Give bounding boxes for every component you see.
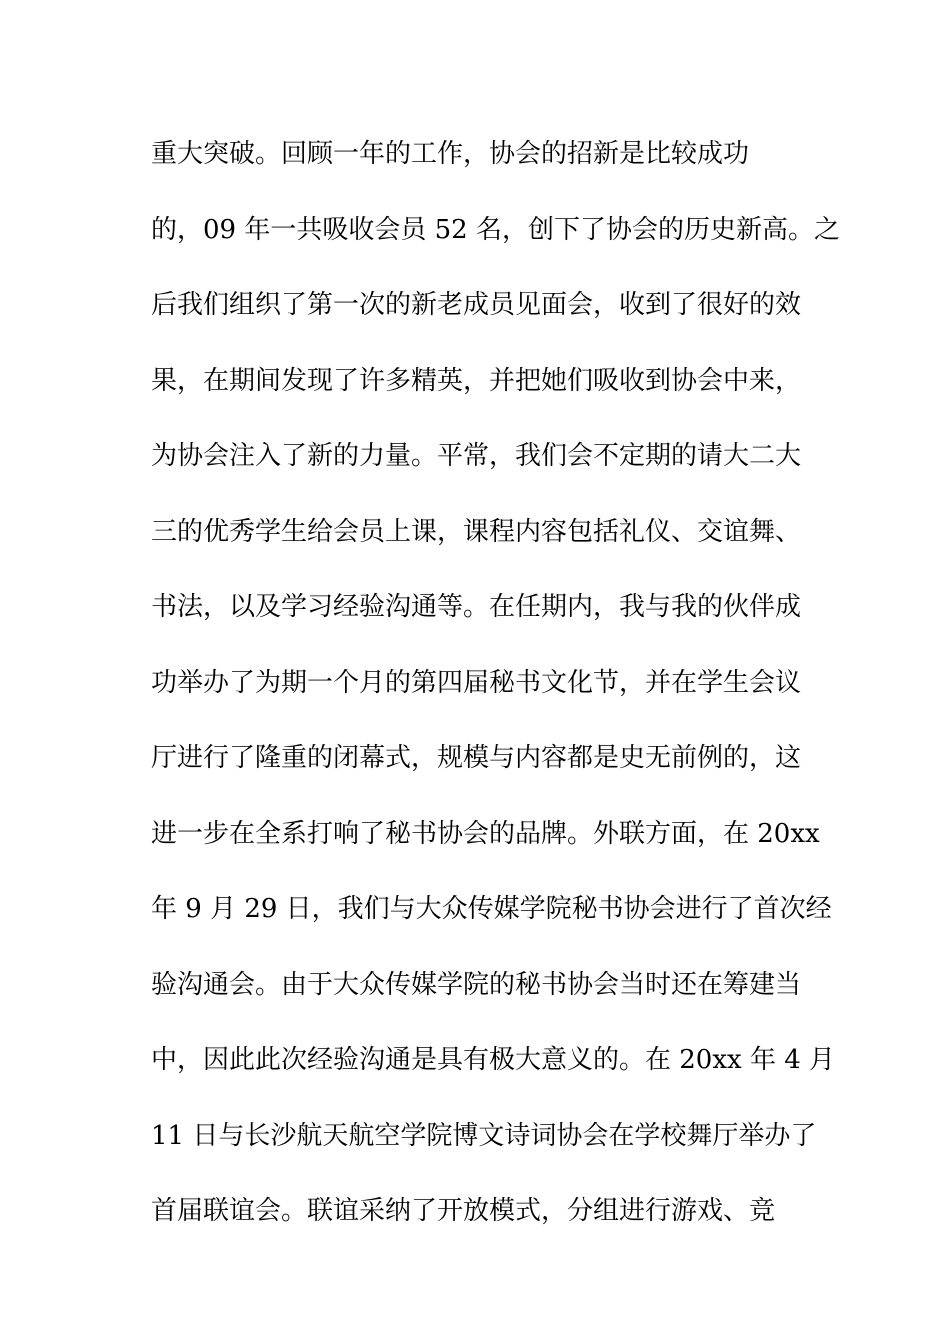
- text-line: 后我们组织了第一次的新老成员见面会，收到了很好的效: [151, 290, 802, 320]
- text-line: 的，09 年一共吸收会员 52 名，创下了协会的历史新高。之: [151, 214, 840, 245]
- text-line: 重大突破。回顾一年的工作，协会的招新是比较成功: [151, 139, 750, 169]
- text-line: 果，在期间发现了许多精英，并把她们吸收到协会中来，: [151, 365, 802, 396]
- text-line: 首届联谊会。联谊采纳了开放模式，分组进行游戏、竞: [151, 1196, 776, 1226]
- text-line: 为协会注入了新的力量。平常，我们会不定期的请大二大: [151, 441, 802, 471]
- body-text: [151, 133, 840, 1266]
- text-line: 中，因此此次经验沟通是具有极大意义的。在 20xx 年 4 月: [151, 1045, 836, 1075]
- text-line: 书法，以及学习经验沟通等。在任期内，我与我的伙伴成: [151, 592, 802, 622]
- text-line: 验沟通会。由于大众传媒学院的秘书协会当时还在筹建当: [151, 969, 802, 1000]
- text-line: 年 9 月 29 日，我们与大众传媒学院秘书协会进行了首次经: [151, 894, 832, 924]
- text-line: 进一步在全系打响了秘书协会的品牌。外联方面，在 20xx: [151, 818, 820, 849]
- text-line: 三的优秀学生给会员上课，课程内容包括礼仪、交谊舞、: [151, 516, 802, 547]
- text-line: 11 日与长沙航天航空学院博文诗词协会在学校舞厅举办了: [151, 1120, 817, 1151]
- text-line: 功举办了为期一个月的第四届秘书文化节，并在学生会议: [151, 667, 802, 698]
- text-line: 厅进行了隆重的闭幕式，规模与内容都是史无前例的，这: [151, 743, 802, 773]
